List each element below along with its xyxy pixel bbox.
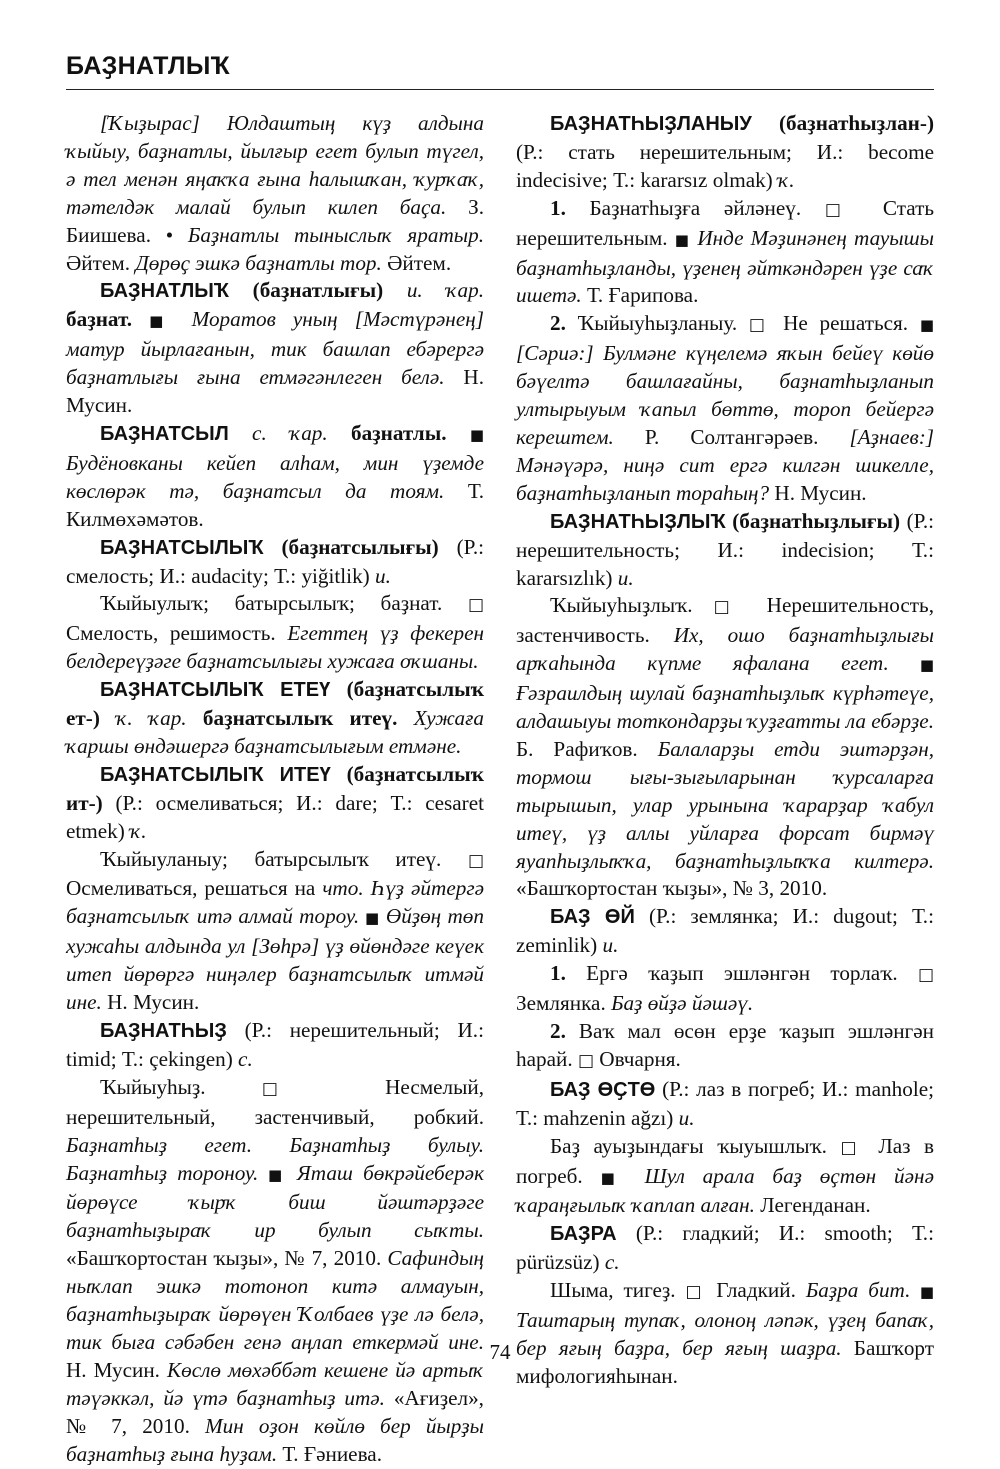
running-head: БАҘНАТЛЫҠ — [66, 52, 230, 80]
entry-text: [Сәриә:] Булмәне күңелемә яҡын бейеү көйө бәүелтә башлағайны, баҙнатһыҙланып ултырыуым ҡапыл бөттө, тороп бейергә керештем. — [516, 341, 934, 449]
entry-text: Смелость, решимость. — [66, 621, 288, 646]
entry-text: (Р.: смелость; И.: audacity; Т.: yiğitlik) — [66, 534, 484, 588]
entry-text: (баҙнатсылыҡ ет-) — [66, 677, 484, 731]
dictionary-paragraph — [516, 1220, 934, 1277]
entry-text: □ — [577, 1050, 594, 1071]
entry-text: (баҙнатлығы) — [229, 278, 407, 303]
entry-text: □ — [824, 199, 860, 220]
entry-text: баҙнат. — [66, 307, 150, 332]
entry-text: Балаларҙы етди эштәрҙән, тормош ығы-зығыларынан ҡурсаларға тырышып, улар урынына ҡарарҙар ҡабул итеү, үҙ аллы уйларға форсат бирмәү яуапһыҙлыҡҡа, баҙнатһыҙлыҡҡа килтерә. — [516, 736, 934, 873]
left-column — [66, 110, 484, 1469]
entry-text: Баҙра бит. — [805, 1278, 911, 1303]
entry-text: баҙнатлы. — [327, 420, 470, 445]
entry-text: «Башҡортостан ҡыҙы», № 3, 2010. — [516, 876, 828, 901]
entry-text: Ваҡ мал өсөн ерҙе ҡаҙып эшләнгән һарай. — [516, 1019, 934, 1071]
entry-text: Шыма, тигеҙ. — [550, 1278, 686, 1303]
entry-text: Нерешительность, застенчивость. — [516, 593, 935, 648]
entry-text: Лаз в погреб. — [516, 1133, 934, 1188]
dictionary-paragraph — [66, 846, 484, 1017]
dictionary-paragraph — [516, 592, 934, 903]
entry-text: ■ — [888, 656, 934, 675]
entry-text: Ҡыйыуһыҙлыҡ. — [550, 593, 714, 618]
entry-text: 1. — [550, 195, 566, 220]
entry-text: Т. Килмөхәмәтов. — [66, 478, 484, 531]
entry-text: 2. — [550, 1019, 566, 1043]
entry-text: и. — [617, 565, 634, 590]
headword: БАҘНАТҺЫҘЛАНЫУ — [550, 113, 752, 135]
entry-text: Землянка. — [516, 991, 612, 1016]
entry-text: Баҙнатлы тыныслыҡ яратыр. — [187, 222, 484, 247]
headword: БАҘНАТЛЫҠ — [100, 280, 230, 303]
entry-text: Р. Солтангәрәев. — [613, 424, 850, 449]
entry-text: Не решаться. — [771, 311, 920, 336]
entry-text: «Ағиҙел», № 7, 2010. — [66, 1385, 484, 1438]
dictionary-paragraph — [516, 1076, 934, 1133]
entry-text: Баҙнатһыҙ егет. Баҙнатһыҙ булыу. Баҙнатһыҙ тороноу. — [66, 1132, 484, 1185]
dictionary-paragraph — [516, 1277, 934, 1391]
entry-text: Баҙнатһыҙға әйләнеү. — [565, 195, 825, 220]
entry-text: Шул арала баҙ өҫтөн йәнә ҡараңғылыҡ ҡаплап алған. — [516, 1163, 934, 1218]
entry-text: Ҡыйыуһыҙланыу. — [565, 311, 749, 336]
entry-text: Егеттең үҙ фекерен белдереүҙәге баҙнатсылығы хужаға оҡшаны. — [66, 621, 484, 674]
entry-text: Мин оҙон көйлө бер йырҙы баҙнатһыҙ ғына һуҙам. — [66, 1413, 484, 1466]
dictionary-paragraph — [516, 508, 934, 593]
dictionary-paragraph — [66, 1074, 484, 1469]
entry-text: что. Һүҙ әйтергә баҙнатсылыҡ итә алмай тороу. — [66, 876, 484, 929]
entry-text: [Ҡыҙырас] Юлдаштың күҙ алдына ҡыйыу, баҙнатлы, йылғыр егет булып түгел, ә тел менән яңаҡҡа ғына һалышҡан, ҡурҡаҡ, тәтелдәк малай булып килеп баҫа. — [66, 111, 484, 219]
entry-text: Көслө мөхәббәт кешене йә артыҡ тәүәккәл, йә үтә баҙнатһыҙ итә. — [66, 1357, 484, 1410]
entry-text: Инде Мәҙинәнең тауышы баҙнатһыҙланды, үҙенең әйткәндәрен үҙе саҡ ишетә. — [516, 225, 934, 308]
entry-text: Н. Мусин. — [769, 480, 867, 505]
entry-text: □ — [713, 597, 746, 618]
entry-text: ■ — [600, 1168, 645, 1187]
entry-text: □ — [840, 1137, 865, 1158]
entry-text: (Р.: осмеливаться; И.: dare; Т.: cesaret etmek) — [66, 790, 485, 843]
dictionary-paragraph — [66, 1017, 484, 1074]
entry-text: Т. Ғарипова. — [581, 283, 699, 308]
entry-text: Баҙ ауыҙындағы ҡыуышлыҡ. — [550, 1133, 841, 1158]
entry-text: Б. Рафиҡов. — [516, 736, 658, 761]
entry-text: ҡ. — [130, 818, 147, 843]
right-column — [516, 110, 934, 1391]
entry-text: Стать нерешительным. — [516, 195, 935, 250]
entry-text: (Р.: гладкий; И.: smooth; Т.: pürüzsüz) — [516, 1221, 934, 1275]
entry-text: Н. Мусин. — [66, 365, 484, 418]
dictionary-paragraph — [516, 1018, 934, 1076]
page-number: 74 — [489, 1340, 511, 1364]
headword: БАҘ ӨЙ — [550, 906, 635, 929]
entry-text: 2. — [550, 311, 566, 336]
entry-text: □ — [685, 1282, 707, 1303]
entry-text: □ — [261, 1078, 329, 1099]
entry-text: Их, ошо баҙнатһыҙлығы арҡаһында күпме яфалана егет. — [516, 623, 934, 676]
entry-text: (Р.: землянка; И.: dugout; Т.: zeminlik) — [516, 904, 934, 958]
entry-text: ■ — [910, 1283, 934, 1302]
entry-text: (баҙнатсылыҡ ит-) — [66, 761, 484, 815]
dictionary-paragraph — [66, 277, 484, 420]
entry-text: [Аҙнаев:] Мәнәүәрә, ниңә сит ергә килгән шикелле, баҙнатһыҙланып тораһың? — [516, 424, 934, 505]
entry-text: З. Биишева. — [66, 194, 484, 247]
dictionary-paragraph — [516, 960, 934, 1018]
entry-text: □ — [917, 965, 934, 986]
entry-text: • — [165, 222, 188, 247]
headword: БАҘ ӨҪТӨ — [550, 1078, 656, 1101]
dictionary-paragraph — [516, 310, 934, 507]
dictionary-paragraph — [66, 534, 484, 591]
entry-text: □ — [467, 595, 484, 616]
entry-text: Әйтем. — [66, 250, 136, 275]
entry-text: Легенданан. — [754, 1193, 871, 1218]
entry-text: ■ — [258, 1165, 297, 1184]
entry-text: Әйтем. — [381, 250, 452, 275]
entry-text: ҡ. ҡар. — [116, 706, 187, 731]
entry-text: Н. Мусин. — [66, 1357, 168, 1382]
headword: БАҘНАТСЫЛЫҠ ИТЕҮ — [100, 763, 331, 786]
entry-text: Башҡорт мифологияһынан. — [516, 1335, 934, 1388]
entry-text: и. — [375, 563, 391, 588]
entry-text: ■ — [674, 230, 698, 249]
entry-text: (баҙнатһыҙлығы) — [725, 508, 907, 533]
entry-text: ■ — [469, 425, 485, 444]
entry-text: Несмелый, нерешительный, застенчивый, робкий. — [66, 1074, 484, 1129]
entry-text: Ҡыйыуһыҙ. — [100, 1074, 262, 1099]
dictionary-paragraph — [66, 761, 484, 846]
entry-text: □ — [467, 850, 484, 871]
header-rule — [66, 89, 934, 90]
entry-text: (Р.: нерешительность; И.: indecision; Т.: kararsızlık) — [516, 508, 934, 590]
entry-text: Ғәзраилдың шулай баҙнатһыҙлыҡ күрһәтеүе, алдашыуы тоткондарҙы ҡуҙғатты ла ебәрҙе. — [516, 681, 934, 734]
entry-text: ■ — [359, 909, 386, 928]
headword: БАҘРА — [550, 1223, 617, 1246]
entry-text: (баҙнатһыҙлан-) — [751, 111, 934, 135]
headword: БАҘНАТҺЫҘ — [100, 1020, 227, 1042]
entry-text: □ — [748, 315, 772, 336]
entry-text: ҡ. — [778, 167, 795, 192]
dictionary-paragraph — [66, 590, 484, 676]
entry-text: Осмеливаться, решаться на — [66, 876, 323, 901]
dictionary-paragraph — [66, 110, 484, 277]
dictionary-paragraph — [66, 676, 484, 761]
entry-text: Сафиндың ныҡлап эшкә тотоноп китә алмауын, баҙнатһыҙыраҡ йөрөүен Ҡолбаев үҙе лә белә, тик быға сәбәбен генә аңлап еткермәй ине. — [66, 1246, 484, 1354]
dictionary-paragraph — [516, 110, 934, 195]
entry-text: Ергә ҡаҙып эшләнгән торлаҡ. — [565, 961, 918, 986]
entry-text: Өйҙөң төп хужаһы алдында ул [Зөһрә] үҙ өйөндәге кеүек итеп йөрөргә ниңәлер баҙнатсылыҡ итмәй ине. — [66, 904, 484, 1015]
entry-text: 1. — [550, 961, 566, 986]
dictionary-paragraph — [66, 420, 484, 534]
entry-text: Ҡыйыуланыу; батырсылыҡ итеү. — [100, 846, 468, 871]
entry-text: ■ — [149, 312, 192, 331]
entry-text: «Башҡортостан ҡыҙы», № 7, 2010. — [66, 1246, 388, 1271]
entry-text: ■ — [919, 316, 934, 335]
entry-text: (Р.: нерешительный; И.: timid; Т.: çekingen) — [66, 1018, 484, 1071]
entry-text: и. — [678, 1105, 695, 1130]
entry-text: и. ҡар. — [406, 278, 484, 303]
entry-text: Хужаға ҡаршы өндәшергә баҙнатсылығым етмәне. — [66, 706, 484, 758]
entry-text: с. — [238, 1046, 253, 1071]
entry-text: баҙнатсылыҡ итеү. — [186, 706, 414, 731]
entry-text: (баҙнатсылығы) — [263, 534, 457, 559]
entry-text: (Р.: лаз в погреб; И.: manhole; Т.: mahzenin ağzı) — [516, 1076, 934, 1130]
entry-text: Дөрөҫ эшкә баҙнатлы тор. — [135, 250, 382, 275]
entry-text: с. ҡар. — [228, 420, 328, 445]
entry-text: Овчарня. — [594, 1046, 681, 1071]
entry-text: Баҙ өйҙә йәшәү. — [611, 991, 754, 1016]
headword: БАҘНАТСЫЛ — [100, 422, 229, 445]
entry-text: Н. Мусин. — [101, 990, 200, 1015]
headword: БАҘНАТҺЫҘЛЫҠ — [550, 510, 726, 533]
dictionary-paragraph — [516, 1133, 934, 1221]
entry-text: Моратов уның [Мәстүрәнең] матур йырлағанын, тик башлап ебәрергә баҙнатлығы ғына етмәгәнлеген белә. — [66, 307, 484, 390]
headword: БАҘНАТСЫЛЫҠ — [100, 536, 264, 559]
entry-text: Яташ бөкрәйеберәк йөрөүсе ҡырҡ биш йәштәрҙәге баҙнатһыҙыраҡ ир булып сыҡты. — [66, 1160, 484, 1243]
headword: БАҘНАТСЫЛЫҠ ЕТЕҮ — [100, 679, 331, 702]
entry-text: Ҡыйыулыҡ; батырсылыҡ; баҙнат. — [100, 591, 468, 616]
entry-text: Гладкий. — [706, 1278, 806, 1303]
entry-text: Т. Ғәниева. — [277, 1441, 382, 1466]
dictionary-paragraph — [516, 903, 934, 960]
entry-text: и. — [602, 933, 619, 958]
entry-text: Будёновканы кейеп алһам, мин үҙемде көслөрәк тә, баҙнатсыл да тоям. — [66, 450, 484, 503]
entry-text: (Р.: стать нерешительным; И.: become indecisive; Т.: kararsız olmak) — [516, 139, 934, 192]
entry-text: с. — [604, 1250, 620, 1275]
dictionary-paragraph — [516, 195, 934, 311]
entry-text: Таштарың тупаҡ, олоноң ләпәк, үҙең бапаҡ, бер яғың баҙра, бер яғың шаҙра. — [516, 1308, 934, 1360]
